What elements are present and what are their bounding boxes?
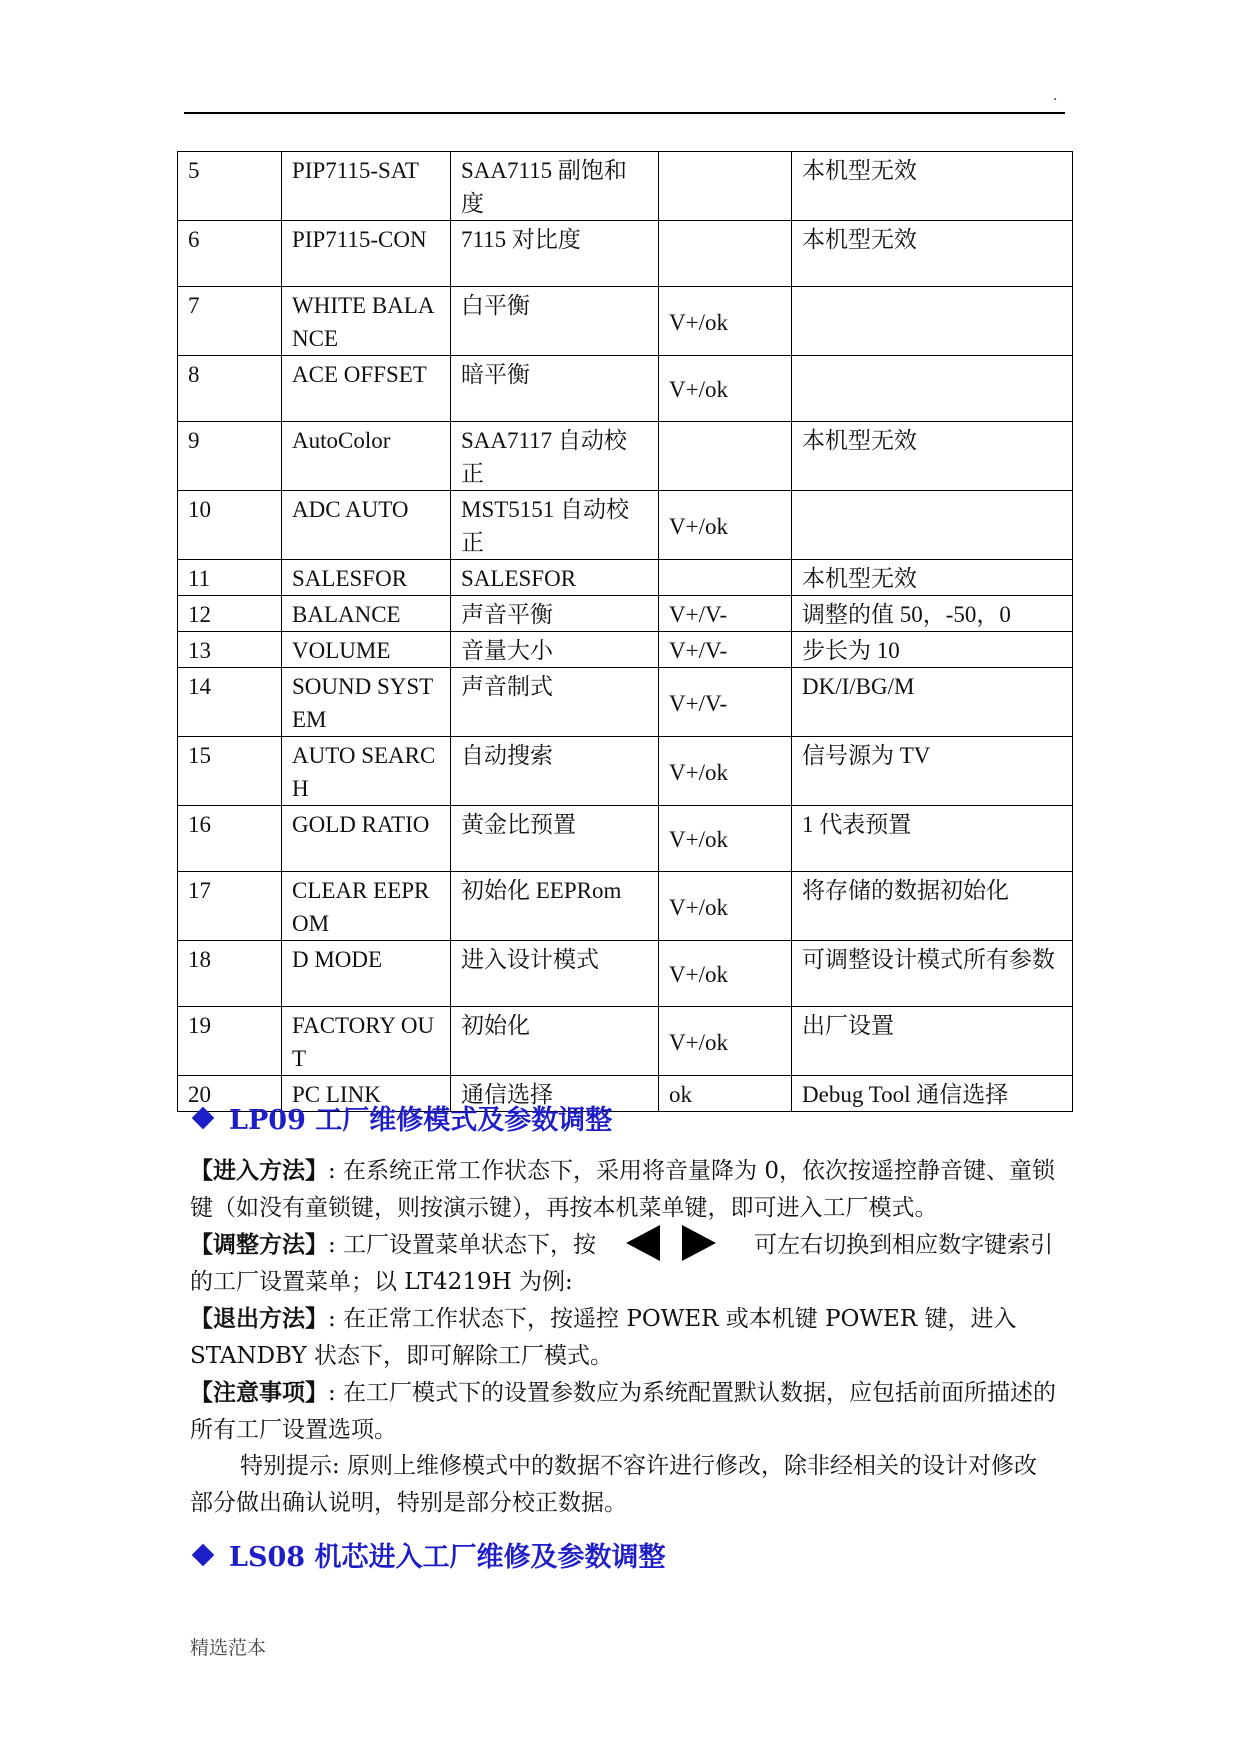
section-title: LP09 工厂维修模式及参数调整 (229, 1105, 613, 1136)
notice-paragraph (190, 1374, 1060, 1449)
notice-text: : 在工厂模式下的设置参数应为系统配置默认数据，应包括前面所描述的所有工厂设置选项。 (190, 1380, 1057, 1443)
cell-parameter-name: PIP7115-SAT (282, 152, 451, 221)
cell-number: 17 (178, 872, 282, 941)
cell-description: 暗平衡 (451, 356, 659, 422)
cell-parameter-name: PC LINK (282, 1076, 451, 1112)
table-row (178, 221, 1073, 287)
factory-parameter-table (177, 151, 1073, 1112)
cell-operation: V+/ok (659, 287, 792, 356)
notice-label: 【注意事项】 (190, 1379, 328, 1406)
cell-description: 进入设计模式 (451, 941, 659, 1007)
cell-number: 14 (178, 668, 282, 737)
section-heading-lp09 (193, 1098, 612, 1137)
cell-parameter-name: D MODE (282, 941, 451, 1007)
table-row (178, 422, 1073, 491)
table-row (178, 491, 1073, 560)
special-note-text: 特别提示: 原则上维修模式中的数据不容许进行修改，除非经相关的设计对修改部分做出确认说明，特别是部分校正数据。 (190, 1453, 1038, 1516)
table-row (178, 596, 1073, 632)
table-row (178, 941, 1073, 1007)
cell-operation: V+/ok (659, 356, 792, 422)
cell-operation (659, 422, 792, 491)
cell-note: 本机型无效 (792, 221, 1073, 287)
cell-parameter-name: AutoColor (282, 422, 451, 491)
cell-number: 7 (178, 287, 282, 356)
cell-description: 白平衡 (451, 287, 659, 356)
cell-description: SAA7117 自动校正 (451, 422, 659, 491)
cell-number: 8 (178, 356, 282, 422)
cell-parameter-name: WHITE BALANCE (282, 287, 451, 356)
diamond-bullet-icon (192, 1107, 215, 1130)
cell-number: 13 (178, 632, 282, 668)
cell-description: 声音制式 (451, 668, 659, 737)
cell-parameter-name: ADC AUTO (282, 491, 451, 560)
exit-method-paragraph (190, 1300, 1060, 1375)
cell-note (792, 491, 1073, 560)
cell-number: 9 (178, 422, 282, 491)
section-heading-ls08 (193, 1535, 665, 1574)
cell-number: 11 (178, 560, 282, 596)
cell-operation: V+/ok (659, 1007, 792, 1076)
enter-method-label: 【进入方法】 (190, 1157, 328, 1184)
cell-number: 15 (178, 737, 282, 806)
cell-operation: V+/ok (659, 737, 792, 806)
arrow-left-icon (626, 1225, 660, 1261)
cell-note: 1 代表预置 (792, 806, 1073, 872)
table-row (178, 632, 1073, 668)
table-row (178, 806, 1073, 872)
header-mark: . (1053, 88, 1058, 104)
cell-number: 5 (178, 152, 282, 221)
cell-operation: V+/V- (659, 668, 792, 737)
cell-note: 信号源为 TV (792, 737, 1073, 806)
cell-description: 7115 对比度 (451, 221, 659, 287)
cell-note: 可调整设计模式所有参数 (792, 941, 1073, 1007)
cell-note: 出厂设置 (792, 1007, 1073, 1076)
cell-operation: V+/ok (659, 806, 792, 872)
adjust-method-paragraph (190, 1226, 1060, 1301)
cell-number: 18 (178, 941, 282, 1007)
cell-description: 初始化 (451, 1007, 659, 1076)
cell-parameter-name: BALANCE (282, 596, 451, 632)
section-title: LS08 机芯进入工厂维修及参数调整 (229, 1542, 666, 1573)
table-row (178, 668, 1073, 737)
cell-operation: V+/ok (659, 941, 792, 1007)
adjust-method-label: 【调整方法】 (190, 1231, 328, 1258)
adjust-method-text-cont: 可左右切换到相应数字键索引的工厂设置菜单；以 LT4219H 为例: (190, 1232, 1054, 1295)
table-row (178, 1007, 1073, 1076)
cell-operation: V+/ok (659, 491, 792, 560)
table-row (178, 356, 1073, 422)
cell-number: 19 (178, 1007, 282, 1076)
cell-note: 本机型无效 (792, 422, 1073, 491)
table-row (178, 737, 1073, 806)
cell-parameter-name: PIP7115-CON (282, 221, 451, 287)
cell-parameter-name: SOUND SYSTEM (282, 668, 451, 737)
header-rule (184, 112, 1065, 114)
cell-note: 将存储的数据初始化 (792, 872, 1073, 941)
cell-description: SALESFOR (451, 560, 659, 596)
parameter-table-body (178, 152, 1073, 1112)
footer-text: 精选范本 (190, 1637, 267, 1659)
cell-description: SAA7115 副饱和度 (451, 152, 659, 221)
table-row (178, 560, 1073, 596)
cell-parameter-name: FACTORY OUT (282, 1007, 451, 1076)
cell-number: 6 (178, 221, 282, 287)
cell-parameter-name: ACE OFFSET (282, 356, 451, 422)
adjust-method-text: : 工厂设置菜单状态下，按 (328, 1232, 597, 1258)
cell-parameter-name: VOLUME (282, 632, 451, 668)
table-row (178, 152, 1073, 221)
exit-method-text: : 在正常工作状态下，按遥控 POWER 或本机键 POWER 键，进入 STANDBY 状态下，即可解除工厂模式。 (190, 1306, 1017, 1369)
cell-operation: V+/V- (659, 596, 792, 632)
cell-description: 自动搜索 (451, 737, 659, 806)
cell-note (792, 287, 1073, 356)
cell-parameter-name: CLEAR EEPROM (282, 872, 451, 941)
arrow-right-icon (682, 1225, 716, 1261)
cell-operation (659, 152, 792, 221)
cell-note (792, 356, 1073, 422)
cell-note: 调整的值 50，-50，0 (792, 596, 1073, 632)
exit-method-label: 【退出方法】 (190, 1305, 328, 1332)
cell-parameter-name: GOLD RATIO (282, 806, 451, 872)
enter-method-paragraph (190, 1152, 1060, 1227)
table-row (178, 872, 1073, 941)
cell-note: 本机型无效 (792, 560, 1073, 596)
cell-operation (659, 221, 792, 287)
special-note-paragraph (190, 1448, 1060, 1522)
diamond-bullet-icon (192, 1544, 215, 1567)
cell-description: 声音平衡 (451, 596, 659, 632)
cell-parameter-name: AUTO SEARCH (282, 737, 451, 806)
cell-parameter-name: SALESFOR (282, 560, 451, 596)
cell-description: 通信选择 (451, 1076, 659, 1112)
cell-description: 音量大小 (451, 632, 659, 668)
cell-description: MST5151 自动校正 (451, 491, 659, 560)
cell-note: 本机型无效 (792, 152, 1073, 221)
cell-note: 步长为 10 (792, 632, 1073, 668)
cell-operation (659, 560, 792, 596)
cell-operation: ok (659, 1076, 792, 1112)
cell-note: Debug Tool 通信选择 (792, 1076, 1073, 1112)
cell-description: 初始化 EEPRom (451, 872, 659, 941)
cell-description: 黄金比预置 (451, 806, 659, 872)
cell-number: 16 (178, 806, 282, 872)
cell-number: 10 (178, 491, 282, 560)
cell-number: 12 (178, 596, 282, 632)
cell-number: 20 (178, 1076, 282, 1112)
table-row (178, 287, 1073, 356)
enter-method-text: : 在系统正常工作状态下，采用将音量降为 0，依次按遥控静音键、童锁键（如没有童锁键，则按演示键），再按本机菜单键，即可进入工厂模式。 (190, 1158, 1056, 1221)
cell-operation: V+/ok (659, 872, 792, 941)
cell-operation: V+/V- (659, 632, 792, 668)
cell-note: DK/I/BG/M (792, 668, 1073, 737)
